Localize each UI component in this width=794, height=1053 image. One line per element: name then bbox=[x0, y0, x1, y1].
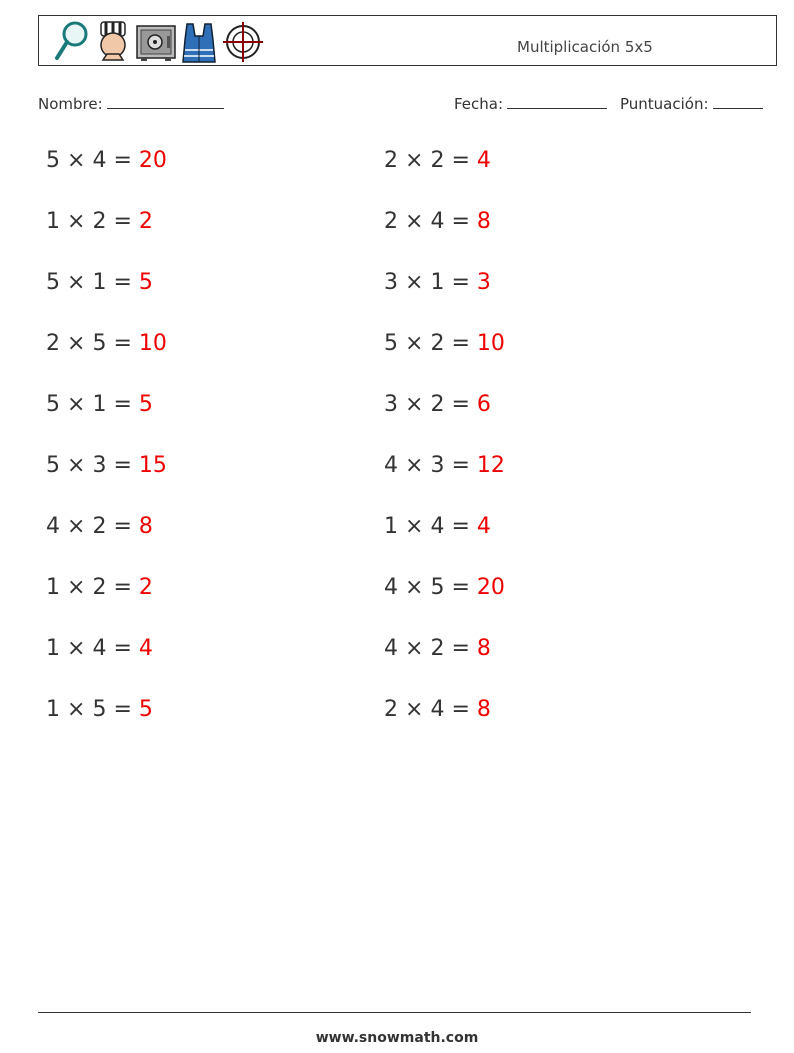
times-sign: × bbox=[67, 453, 86, 478]
equals-sign: = bbox=[451, 148, 470, 173]
factor-b: 3 bbox=[430, 453, 445, 478]
date-blank[interactable] bbox=[507, 94, 607, 109]
times-sign: × bbox=[405, 392, 424, 417]
problem-row bbox=[384, 575, 505, 600]
factor-b: 2 bbox=[430, 392, 445, 417]
factor-a: 4 bbox=[384, 575, 398, 600]
factor-b: 4 bbox=[430, 209, 445, 234]
answer: 4 bbox=[138, 636, 153, 661]
problem-row bbox=[384, 392, 491, 417]
factor-a: 3 bbox=[384, 392, 398, 417]
times-sign: × bbox=[405, 514, 424, 539]
answer: 4 bbox=[476, 514, 491, 539]
problem-row bbox=[46, 148, 167, 173]
factor-a: 1 bbox=[46, 636, 60, 661]
factor-b: 2 bbox=[92, 209, 107, 234]
worksheet-header bbox=[38, 15, 777, 66]
times-sign: × bbox=[405, 209, 424, 234]
times-sign: × bbox=[67, 209, 86, 234]
factor-b: 2 bbox=[92, 514, 107, 539]
factor-a: 4 bbox=[384, 636, 398, 661]
answer: 3 bbox=[476, 270, 491, 295]
name-blank[interactable] bbox=[107, 94, 224, 109]
equals-sign: = bbox=[451, 392, 470, 417]
equals-sign: = bbox=[451, 514, 470, 539]
factor-b: 2 bbox=[430, 636, 445, 661]
times-sign: × bbox=[405, 575, 424, 600]
equals-sign: = bbox=[113, 209, 132, 234]
problem-row bbox=[384, 209, 491, 234]
factor-a: 1 bbox=[384, 514, 398, 539]
vest-icon bbox=[181, 20, 217, 64]
times-sign: × bbox=[67, 514, 86, 539]
answer: 15 bbox=[138, 453, 167, 478]
factor-a: 4 bbox=[384, 453, 398, 478]
answer: 4 bbox=[476, 148, 491, 173]
factor-a: 5 bbox=[384, 331, 398, 356]
factor-b: 1 bbox=[430, 270, 445, 295]
factor-a: 1 bbox=[46, 575, 60, 600]
equals-sign: = bbox=[113, 331, 132, 356]
equals-sign: = bbox=[451, 270, 470, 295]
answer: 8 bbox=[138, 514, 153, 539]
equals-sign: = bbox=[113, 636, 132, 661]
name-label: Nombre: bbox=[38, 95, 103, 113]
problem-row bbox=[46, 514, 153, 539]
problem-row bbox=[384, 453, 505, 478]
factor-a: 5 bbox=[46, 270, 60, 295]
problem-row bbox=[46, 575, 153, 600]
problem-row bbox=[46, 453, 167, 478]
times-sign: × bbox=[67, 636, 86, 661]
equals-sign: = bbox=[113, 392, 132, 417]
times-sign: × bbox=[67, 148, 86, 173]
times-sign: × bbox=[405, 453, 424, 478]
prisoner-icon bbox=[95, 20, 131, 64]
problem-row bbox=[46, 331, 167, 356]
problem-row bbox=[384, 270, 491, 295]
name-field bbox=[38, 94, 224, 113]
date-label: Fecha: bbox=[454, 95, 504, 113]
equals-sign: = bbox=[113, 697, 132, 722]
factor-b: 4 bbox=[430, 514, 445, 539]
factor-a: 5 bbox=[46, 392, 60, 417]
factor-b: 2 bbox=[430, 331, 445, 356]
score-blank[interactable] bbox=[713, 94, 763, 109]
factor-b: 1 bbox=[92, 392, 107, 417]
problem-row bbox=[384, 697, 491, 722]
score-field bbox=[620, 94, 763, 113]
factor-b: 4 bbox=[430, 697, 445, 722]
answer: 10 bbox=[138, 331, 167, 356]
factor-a: 2 bbox=[384, 697, 398, 722]
problem-row bbox=[384, 636, 491, 661]
times-sign: × bbox=[67, 331, 86, 356]
answer: 2 bbox=[138, 209, 153, 234]
equals-sign: = bbox=[451, 209, 470, 234]
equals-sign: = bbox=[113, 148, 132, 173]
factor-a: 1 bbox=[46, 209, 60, 234]
problem-row bbox=[46, 697, 153, 722]
score-label: Puntuación: bbox=[620, 95, 709, 113]
problem-row bbox=[46, 392, 153, 417]
factor-a: 2 bbox=[46, 331, 60, 356]
times-sign: × bbox=[405, 270, 424, 295]
crosshair-icon bbox=[221, 20, 265, 64]
answer: 8 bbox=[476, 697, 491, 722]
safe-icon bbox=[135, 20, 177, 64]
answer: 5 bbox=[138, 392, 153, 417]
factor-a: 5 bbox=[46, 453, 60, 478]
factor-b: 5 bbox=[92, 697, 107, 722]
magnifier-icon bbox=[51, 20, 91, 64]
problem-row bbox=[384, 331, 505, 356]
times-sign: × bbox=[67, 697, 86, 722]
problem-row bbox=[46, 270, 153, 295]
equals-sign: = bbox=[451, 636, 470, 661]
factor-a: 3 bbox=[384, 270, 398, 295]
equals-sign: = bbox=[113, 270, 132, 295]
answer: 2 bbox=[138, 575, 153, 600]
times-sign: × bbox=[67, 270, 86, 295]
answer: 20 bbox=[476, 575, 505, 600]
equals-sign: = bbox=[113, 453, 132, 478]
date-field bbox=[454, 94, 607, 113]
times-sign: × bbox=[405, 636, 424, 661]
answer: 5 bbox=[138, 270, 153, 295]
times-sign: × bbox=[405, 331, 424, 356]
factor-b: 1 bbox=[92, 270, 107, 295]
equals-sign: = bbox=[451, 453, 470, 478]
factor-a: 1 bbox=[46, 697, 60, 722]
factor-a: 5 bbox=[46, 148, 60, 173]
equals-sign: = bbox=[113, 514, 132, 539]
equals-sign: = bbox=[451, 331, 470, 356]
equals-sign: = bbox=[113, 575, 132, 600]
factor-b: 3 bbox=[92, 453, 107, 478]
answer: 10 bbox=[476, 331, 505, 356]
answer: 20 bbox=[138, 148, 167, 173]
factor-a: 2 bbox=[384, 209, 398, 234]
answer: 12 bbox=[476, 453, 505, 478]
times-sign: × bbox=[67, 392, 86, 417]
factor-b: 5 bbox=[92, 331, 107, 356]
equals-sign: = bbox=[451, 697, 470, 722]
times-sign: × bbox=[67, 575, 86, 600]
problem-row bbox=[384, 514, 491, 539]
answer: 8 bbox=[476, 209, 491, 234]
factor-b: 4 bbox=[92, 636, 107, 661]
factor-a: 2 bbox=[384, 148, 398, 173]
problem-row bbox=[46, 636, 153, 661]
answer: 5 bbox=[138, 697, 153, 722]
footer-divider bbox=[38, 1012, 751, 1013]
factor-b: 4 bbox=[92, 148, 107, 173]
times-sign: × bbox=[405, 697, 424, 722]
factor-b: 5 bbox=[430, 575, 445, 600]
times-sign: × bbox=[405, 148, 424, 173]
problem-row bbox=[384, 148, 491, 173]
worksheet-title: Multiplicación 5x5 bbox=[517, 38, 653, 56]
factor-a: 4 bbox=[46, 514, 60, 539]
problem-row bbox=[46, 209, 153, 234]
factor-b: 2 bbox=[430, 148, 445, 173]
header-icons bbox=[51, 20, 265, 64]
footer-url: www.snowmath.com bbox=[315, 1030, 479, 1046]
factor-b: 2 bbox=[92, 575, 107, 600]
equals-sign: = bbox=[451, 575, 470, 600]
answer: 8 bbox=[476, 636, 491, 661]
answer: 6 bbox=[476, 392, 491, 417]
